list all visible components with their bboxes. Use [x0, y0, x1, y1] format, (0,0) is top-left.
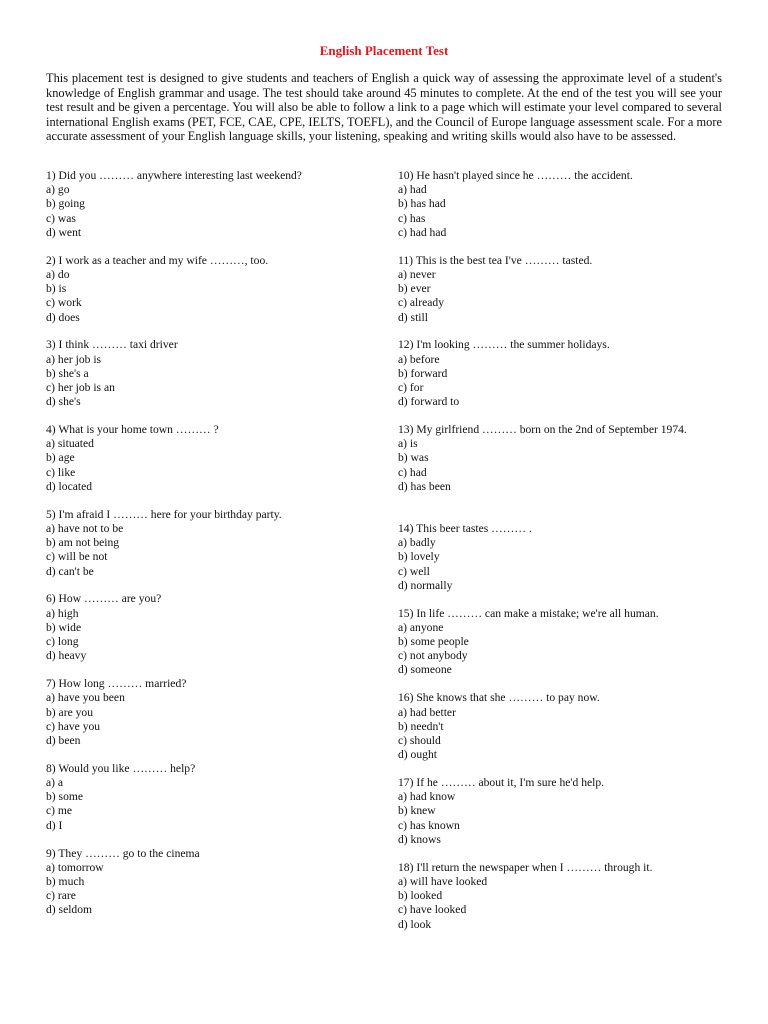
answer-option: a) high	[46, 606, 79, 620]
answer-option: d) been	[46, 733, 81, 747]
answer-option: b) is	[46, 282, 67, 296]
question-block	[398, 776, 738, 861]
question-text: 15) In life ……… can make a mistake; we're all human.	[398, 606, 659, 620]
answer-option: b) going	[46, 197, 85, 211]
answer-options	[398, 621, 738, 678]
answer-option: b) forward	[398, 366, 448, 380]
question-text: 3) I think ……… taxi driver	[46, 338, 178, 352]
page-title: English Placement Test	[319, 43, 449, 58]
question-text: 12) I'm looking ……… the summer holidays.	[398, 338, 610, 352]
answer-option: a) had better	[398, 705, 456, 719]
answer-options	[398, 183, 738, 240]
question-block	[46, 762, 386, 847]
answer-option: b) looked	[398, 889, 443, 903]
question-block	[398, 691, 738, 776]
answer-option: a) have not to be	[46, 521, 124, 535]
answer-option: c) not anybody	[398, 649, 468, 663]
answer-option: d) seldom	[46, 903, 93, 917]
answer-option: a) before	[398, 352, 440, 366]
answer-option: c) has known	[398, 818, 460, 832]
answer-option: c) have looked	[398, 903, 467, 917]
answer-options	[46, 353, 386, 410]
answer-option: d) went	[46, 225, 82, 239]
answer-options	[398, 875, 738, 932]
answer-option: a) badly	[398, 536, 436, 550]
answer-option: b) some people	[398, 635, 469, 649]
answer-options	[46, 183, 386, 240]
question-block	[46, 169, 386, 254]
answer-option: d) located	[46, 479, 93, 493]
question-text: 7) How long ……… married?	[46, 677, 187, 691]
answer-options	[46, 437, 386, 494]
question-block	[46, 338, 386, 423]
answer-options	[46, 607, 386, 664]
answer-options	[46, 522, 386, 579]
answer-options	[398, 706, 738, 763]
answer-option: a) had	[398, 183, 427, 197]
answer-option: c) have you	[46, 719, 101, 733]
answer-option: a) do	[46, 267, 70, 281]
answer-option: b) some	[46, 790, 84, 804]
answer-option: b) ever	[398, 282, 431, 296]
answer-option: d) someone	[398, 663, 452, 677]
answer-option: b) she's a	[46, 366, 89, 380]
answer-option: a) will have looked	[398, 874, 488, 888]
question-text: 2) I work as a teacher and my wife ………, too.	[46, 253, 269, 267]
answer-option: c) already	[398, 296, 445, 310]
answer-option: c) was	[46, 211, 76, 225]
answer-option: a) have you been	[46, 691, 125, 705]
right-question-column	[398, 169, 738, 945]
answer-option: b) was	[398, 451, 429, 465]
answer-options	[398, 790, 738, 847]
answer-options	[46, 268, 386, 325]
answer-options	[398, 437, 738, 494]
question-text: 5) I'm afraid I ……… here for your birthday party.	[46, 507, 282, 521]
answer-option: d) normally	[398, 578, 453, 592]
left-question-column	[46, 169, 386, 931]
answer-option: a) tomorrow	[46, 860, 104, 874]
answer-option: b) are you	[46, 705, 93, 719]
question-block	[46, 677, 386, 762]
answer-option: b) am not being	[46, 536, 120, 550]
question-text: 18) I'll return the newspaper when I ……… through it.	[398, 860, 653, 874]
question-block	[398, 254, 738, 339]
answer-options	[46, 776, 386, 833]
answer-options	[46, 861, 386, 918]
answer-option: c) rare	[46, 889, 76, 903]
answer-option: b) needn't	[398, 719, 444, 733]
question-block	[398, 607, 738, 692]
answer-option: c) me	[46, 804, 73, 818]
answer-option: d) does	[46, 310, 80, 324]
question-text: 13) My girlfriend ……… born on the 2nd of September 1974.	[398, 423, 687, 437]
answer-option: d) has been	[398, 479, 451, 493]
answer-option: b) knew	[398, 804, 436, 818]
answer-option: d) heavy	[46, 649, 87, 663]
question-block	[46, 592, 386, 677]
answer-option: c) should	[398, 733, 441, 747]
question-text: 8) Would you like ……… help?	[46, 761, 196, 775]
question-text: 9) They ……… go to the cinema	[46, 846, 200, 860]
answer-option: d) knows	[398, 832, 441, 846]
answer-option: a) anyone	[398, 620, 444, 634]
question-text: 14) This beer tastes ……… .	[398, 521, 532, 535]
answer-option: d) still	[398, 310, 428, 324]
answer-option: c) her job is an	[46, 380, 115, 394]
answer-option: c) will be not	[46, 550, 108, 564]
question-block	[398, 338, 738, 423]
question-text: 1) Did you ……… anywhere interesting last weekend?	[46, 169, 302, 182]
answer-option: a) situated	[46, 437, 94, 451]
answer-option: d) I	[46, 818, 63, 832]
answer-option: b) has had	[398, 197, 446, 211]
answer-option: c) had	[398, 465, 427, 479]
question-block	[398, 169, 738, 254]
answer-option: c) work	[46, 296, 82, 310]
answer-options	[398, 536, 738, 593]
question-block	[398, 423, 738, 522]
answer-option: a) a	[46, 776, 64, 790]
answer-option: a) her job is	[46, 352, 102, 366]
answer-options	[398, 353, 738, 410]
answer-options	[398, 268, 738, 325]
question-block	[46, 847, 386, 932]
answer-option: d) ought	[398, 748, 437, 762]
answer-option: a) never	[398, 267, 436, 281]
answer-option: b) wide	[46, 620, 82, 634]
answer-option: a) is	[398, 437, 418, 451]
question-block	[46, 254, 386, 339]
answer-options	[46, 691, 386, 748]
intro-paragraph: This placement test is designed to give students and teachers of English a quick way of assessing the approximate level of a student's knowledge of English grammar and usage. The test should take around 45 minutes to complete. At the end of the test you will see your test result and be given a percentage. You will also be able to follow a link to a page which will estimate your level compared to several international English exams (PET, FCE, CAE, CPE, IELTS, TOEFL), and the Council of Europe language assessment scale. For a more accurate assessment of your English language skills, your listening, speaking and writing skills would also have to be assessed.	[46, 71, 722, 144]
question-block	[398, 861, 738, 946]
answer-option: c) had had	[398, 225, 447, 239]
question-text: 16) She knows that she ……… to pay now.	[398, 691, 600, 705]
question-text: 4) What is your home town ……… ?	[46, 423, 219, 437]
answer-option: c) has	[398, 211, 426, 225]
answer-option: b) lovely	[398, 550, 440, 564]
answer-option: d) forward to	[398, 395, 460, 409]
answer-option: c) long	[46, 635, 79, 649]
question-block	[46, 508, 386, 593]
answer-option: d) look	[398, 917, 432, 931]
question-block	[398, 522, 738, 607]
answer-option: a) had know	[398, 790, 456, 804]
answer-option: b) much	[46, 874, 85, 888]
answer-option: c) well	[398, 564, 430, 578]
answer-option: d) she's	[46, 395, 81, 409]
answer-option: a) go	[46, 183, 70, 197]
question-text: 6) How ……… are you?	[46, 592, 162, 606]
answer-option: d) can't be	[46, 564, 94, 578]
question-text: 17) If he ……… about it, I'm sure he'd help.	[398, 776, 605, 790]
answer-option: b) age	[46, 451, 75, 465]
question-text: 11) This is the best tea I've ……… tasted.	[398, 253, 593, 267]
question-text: 10) He hasn't played since he ……… the accident.	[398, 169, 633, 182]
answer-option: c) for	[398, 380, 424, 394]
question-block	[46, 423, 386, 508]
answer-option: c) like	[46, 465, 76, 479]
